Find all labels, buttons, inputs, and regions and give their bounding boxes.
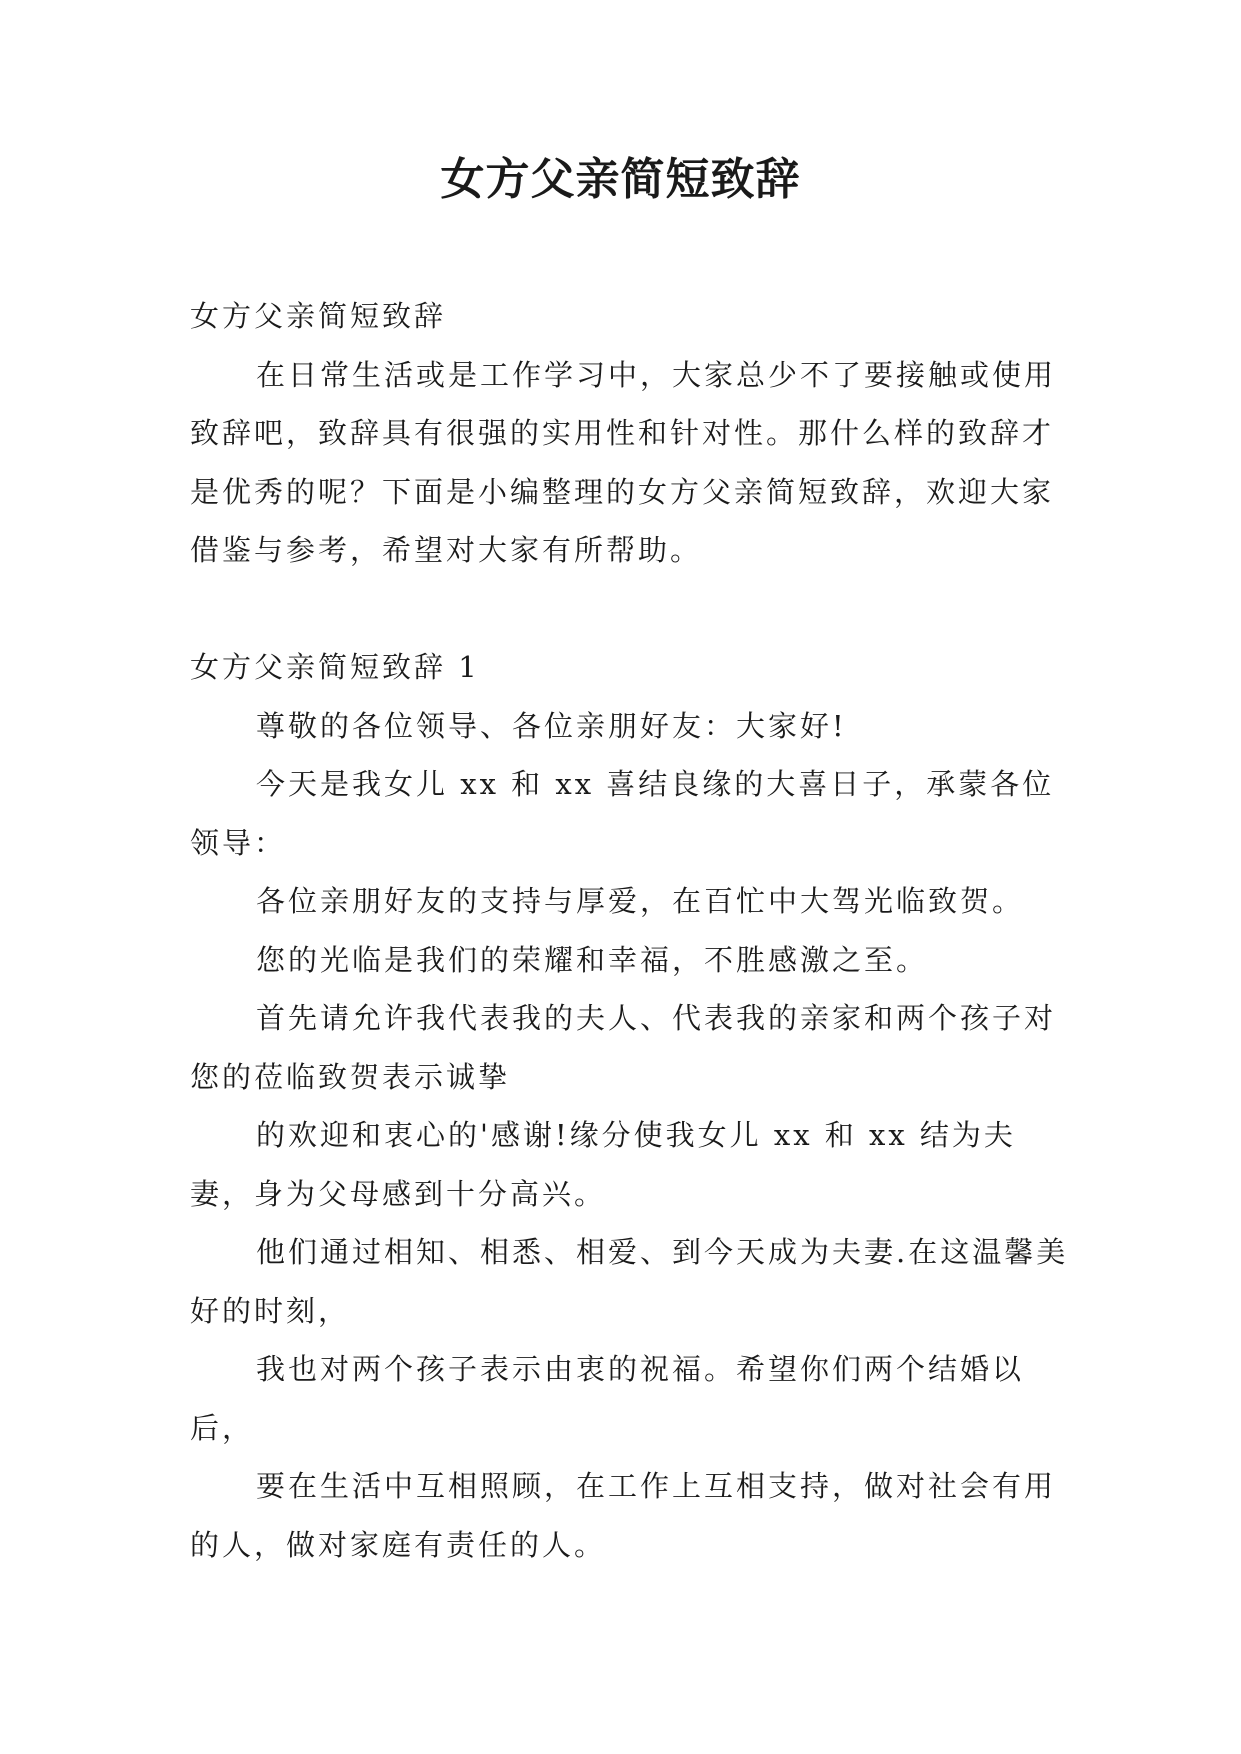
speech-paragraph: 您的光临是我们的荣耀和幸福，不胜感激之至。 xyxy=(256,942,929,977)
paragraph-spacer xyxy=(190,580,1070,639)
speech-paragraph: 今天是我女儿 xx 和 xx 喜结良缘的大喜日子，承蒙各位领导： xyxy=(190,767,1055,860)
section-heading-intro: 女方父亲简短致辞 xyxy=(190,299,447,333)
speech-paragraph: 要在生活中互相照顾，在工作上互相支持，做对社会有用的人，做对家庭有责任的人。 xyxy=(190,1469,1057,1562)
document-title: 女方父亲简短致辞 xyxy=(440,154,801,205)
speech-paragraph: 尊敬的各位领导、各位亲朋好友：大家好! xyxy=(256,708,847,743)
section-heading-1: 女方父亲简短致辞 1 xyxy=(190,650,480,684)
speech-paragraph: 各位亲朋好友的支持与厚爱，在百忙中大驾光临致贺。 xyxy=(256,884,1025,918)
intro-paragraph: 在日常生活或是工作学习中，大家总少不了要接触或使用致辞吧，致辞具有很强的实用性和针对性。那什么样的致辞才是优秀的呢？下面是小编整理的女方父亲简短致辞，欢迎大家借鉴与参考，希望对大家有所帮助。 xyxy=(190,357,1057,567)
speech-paragraph: 首先请允许我代表我的夫人、代表我的亲家和两个孩子对您的莅临致贺表示诚挚 xyxy=(190,1001,1057,1094)
speech-paragraph: 他们通过相知、相悉、相爱、到今天成为夫妻.在这温馨美好的时刻， xyxy=(190,1235,1069,1328)
speech-paragraph: 我也对两个孩子表示由衷的祝福。希望你们两个结婚以后， xyxy=(190,1352,1025,1445)
document-body xyxy=(190,287,1070,1574)
speech-paragraph: 的欢迎和衷心的'感谢!缘分使我女儿 xx 和 xx 结为夫妻，身为父母感到十分高兴。 xyxy=(190,1118,1016,1211)
